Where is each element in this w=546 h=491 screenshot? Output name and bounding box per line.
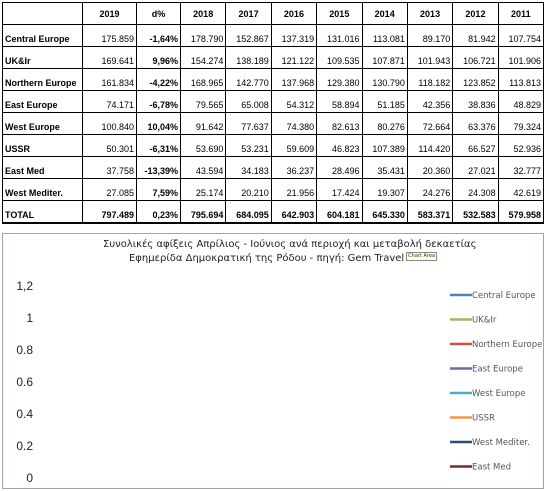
region-cell: UK&Ir bbox=[3, 47, 83, 69]
value-cell: 645.330 bbox=[362, 201, 407, 223]
table-row bbox=[3, 157, 544, 179]
value-cell: 42.619 bbox=[498, 179, 543, 201]
region-cell: USSR bbox=[3, 135, 83, 157]
value-cell: 604.181 bbox=[317, 201, 362, 223]
legend-label: East Med bbox=[472, 462, 512, 473]
value-cell: 32.777 bbox=[498, 157, 543, 179]
legend-item bbox=[450, 414, 495, 424]
value-cell: 107.871 bbox=[362, 47, 407, 69]
value-cell: 684.095 bbox=[226, 201, 271, 223]
value-cell: 38.836 bbox=[453, 91, 498, 113]
chart-title bbox=[103, 238, 477, 266]
value-cell: 101.906 bbox=[498, 47, 543, 69]
region-cell: East Europe bbox=[3, 91, 83, 113]
value-cell: 107.754 bbox=[498, 25, 543, 47]
value-cell: 797.489 bbox=[83, 201, 137, 223]
change-percent-cell: 9,96% bbox=[137, 47, 181, 69]
value-cell: 130.790 bbox=[362, 69, 407, 91]
value-cell: 77.637 bbox=[226, 113, 271, 135]
value-cell: 43.594 bbox=[181, 157, 226, 179]
value-cell: 74.380 bbox=[271, 113, 316, 135]
change-percent-cell: 10,04% bbox=[137, 113, 181, 135]
value-cell: 42.356 bbox=[407, 91, 452, 113]
value-cell: 36.237 bbox=[271, 157, 316, 179]
value-cell: 129.380 bbox=[317, 69, 362, 91]
region-cell: TOTAL bbox=[3, 201, 83, 223]
value-cell: 52.936 bbox=[498, 135, 543, 157]
value-cell: 137.968 bbox=[271, 69, 316, 91]
value-cell: 28.496 bbox=[317, 157, 362, 179]
legend-item bbox=[450, 389, 526, 399]
table-row bbox=[3, 25, 544, 47]
y-tick-label: 0.6 bbox=[16, 375, 33, 389]
table-row bbox=[3, 47, 544, 69]
value-cell: 154.274 bbox=[181, 47, 226, 69]
y-tick-label: 0.2 bbox=[16, 439, 33, 453]
value-cell: 82.613 bbox=[317, 113, 362, 135]
chart-area[interactable] bbox=[2, 233, 544, 489]
value-cell: 51.185 bbox=[362, 91, 407, 113]
legend-label: East Europe bbox=[472, 364, 523, 375]
region-cell: East Med bbox=[3, 157, 83, 179]
legend-label: Central Europe bbox=[472, 291, 536, 301]
chart-title-line1: Συνολικές αφίξεις Απρίλιος - Ιούνιος ανά περιοχή και μεταβολή δεκαετίας bbox=[103, 239, 477, 250]
y-tick-label: 0 bbox=[26, 471, 33, 485]
value-cell: 80.276 bbox=[362, 113, 407, 135]
value-cell: 106.721 bbox=[453, 47, 498, 69]
value-cell: 123.852 bbox=[453, 69, 498, 91]
legend-label: West Europe bbox=[472, 389, 526, 399]
legend-label: USSR bbox=[472, 413, 495, 424]
value-cell: 795.694 bbox=[181, 201, 226, 223]
value-cell: 114.420 bbox=[407, 135, 452, 157]
value-cell: 20.360 bbox=[407, 157, 452, 179]
value-cell: 642.903 bbox=[271, 201, 316, 223]
y-tick-label: 0.8 bbox=[16, 343, 33, 357]
column-header: d% bbox=[137, 3, 181, 25]
value-cell: 46.823 bbox=[317, 135, 362, 157]
region-cell: Northern Europe bbox=[3, 69, 83, 91]
value-cell: 91.642 bbox=[181, 113, 226, 135]
change-percent-cell: -6,31% bbox=[137, 135, 181, 157]
change-percent-cell: 0,23% bbox=[137, 201, 181, 223]
value-cell: 37.758 bbox=[83, 157, 137, 179]
value-cell: 24.308 bbox=[453, 179, 498, 201]
chart-title-line2: Εφημερίδα Δημοκρατική της Ρόδου - πηγή: Gem Travel bbox=[128, 253, 405, 264]
arrivals-table bbox=[2, 2, 544, 224]
value-cell: 142.770 bbox=[226, 69, 271, 91]
column-header: 2018 bbox=[181, 3, 226, 25]
value-cell: 175.859 bbox=[83, 25, 137, 47]
column-header: 2015 bbox=[317, 3, 362, 25]
value-cell: 48.829 bbox=[498, 91, 543, 113]
value-cell: 59.609 bbox=[271, 135, 316, 157]
value-cell: 121.122 bbox=[271, 47, 316, 69]
column-header: 2016 bbox=[271, 3, 316, 25]
change-percent-cell: -6,78% bbox=[137, 91, 181, 113]
value-cell: 161.834 bbox=[83, 69, 137, 91]
legend-item bbox=[450, 340, 542, 350]
value-cell: 109.535 bbox=[317, 47, 362, 69]
chart-area-tooltip: Chart Area bbox=[408, 253, 436, 259]
column-header: 2013 bbox=[407, 3, 452, 25]
legend-item bbox=[450, 365, 523, 375]
value-cell: 65.008 bbox=[226, 91, 271, 113]
value-cell: 152.867 bbox=[226, 25, 271, 47]
value-cell: 137.319 bbox=[271, 25, 316, 47]
value-cell: 100.840 bbox=[83, 113, 137, 135]
table-row bbox=[3, 135, 544, 157]
y-tick-label: 1,2 bbox=[16, 279, 33, 293]
column-header: 2017 bbox=[226, 3, 271, 25]
y-tick-label: 1 bbox=[26, 311, 33, 325]
change-percent-cell: -13,39% bbox=[137, 157, 181, 179]
value-cell: 113.081 bbox=[362, 25, 407, 47]
value-cell: 81.942 bbox=[453, 25, 498, 47]
value-cell: 53.231 bbox=[226, 135, 271, 157]
table-total-row bbox=[3, 201, 544, 223]
column-header: 2012 bbox=[453, 3, 498, 25]
legend-label: UK&Ir bbox=[472, 315, 497, 326]
value-cell: 20.210 bbox=[226, 179, 271, 201]
table-row bbox=[3, 69, 544, 91]
table-row bbox=[3, 179, 544, 201]
column-header: 2019 bbox=[83, 3, 137, 25]
value-cell: 58.894 bbox=[317, 91, 362, 113]
change-percent-cell: 7,59% bbox=[137, 179, 181, 201]
value-cell: 21.956 bbox=[271, 179, 316, 201]
value-cell: 25.174 bbox=[181, 179, 226, 201]
value-cell: 532.583 bbox=[453, 201, 498, 223]
value-cell: 34.183 bbox=[226, 157, 271, 179]
value-cell: 138.189 bbox=[226, 47, 271, 69]
value-cell: 178.790 bbox=[181, 25, 226, 47]
value-cell: 579.958 bbox=[498, 201, 543, 223]
table-row bbox=[3, 91, 544, 113]
value-cell: 89.170 bbox=[407, 25, 452, 47]
value-cell: 168.965 bbox=[181, 69, 226, 91]
legend-label: Northern Europe bbox=[472, 340, 543, 350]
column-header: 2014 bbox=[362, 3, 407, 25]
chart-canvas bbox=[3, 234, 543, 488]
value-cell: 24.276 bbox=[407, 179, 452, 201]
value-cell: 131.016 bbox=[317, 25, 362, 47]
region-cell: West Mediter. bbox=[3, 179, 83, 201]
y-tick-label: 0.4 bbox=[16, 407, 33, 421]
legend-item bbox=[450, 463, 511, 473]
region-cell: Central Europe bbox=[3, 25, 83, 47]
region-cell: West Europe bbox=[3, 113, 83, 135]
value-cell: 50.301 bbox=[83, 135, 137, 157]
value-cell: 63.376 bbox=[453, 113, 498, 135]
value-cell: 72.664 bbox=[407, 113, 452, 135]
value-cell: 583.371 bbox=[407, 201, 452, 223]
change-percent-cell: -1,64% bbox=[137, 25, 181, 47]
column-header: 2011 bbox=[498, 3, 543, 25]
legend-item bbox=[450, 291, 536, 301]
legend-label: West Mediter. bbox=[472, 438, 530, 448]
column-header bbox=[3, 3, 83, 25]
value-cell: 74.171 bbox=[83, 91, 137, 113]
value-cell: 118.182 bbox=[407, 69, 452, 91]
value-cell: 27.021 bbox=[453, 157, 498, 179]
legend-item bbox=[450, 316, 497, 326]
legend-item bbox=[450, 438, 530, 448]
value-cell: 27.085 bbox=[83, 179, 137, 201]
value-cell: 101.943 bbox=[407, 47, 452, 69]
value-cell: 79.565 bbox=[181, 91, 226, 113]
value-cell: 35.431 bbox=[362, 157, 407, 179]
table-row bbox=[3, 113, 544, 135]
value-cell: 54.312 bbox=[271, 91, 316, 113]
value-cell: 79.324 bbox=[498, 113, 543, 135]
value-cell: 17.424 bbox=[317, 179, 362, 201]
value-cell: 107.389 bbox=[362, 135, 407, 157]
value-cell: 53.690 bbox=[181, 135, 226, 157]
table-header-row bbox=[3, 3, 544, 25]
value-cell: 66.527 bbox=[453, 135, 498, 157]
value-cell: 113.813 bbox=[498, 69, 543, 91]
value-cell: 19.307 bbox=[362, 179, 407, 201]
change-percent-cell: -4,22% bbox=[137, 69, 181, 91]
value-cell: 169.641 bbox=[83, 47, 137, 69]
